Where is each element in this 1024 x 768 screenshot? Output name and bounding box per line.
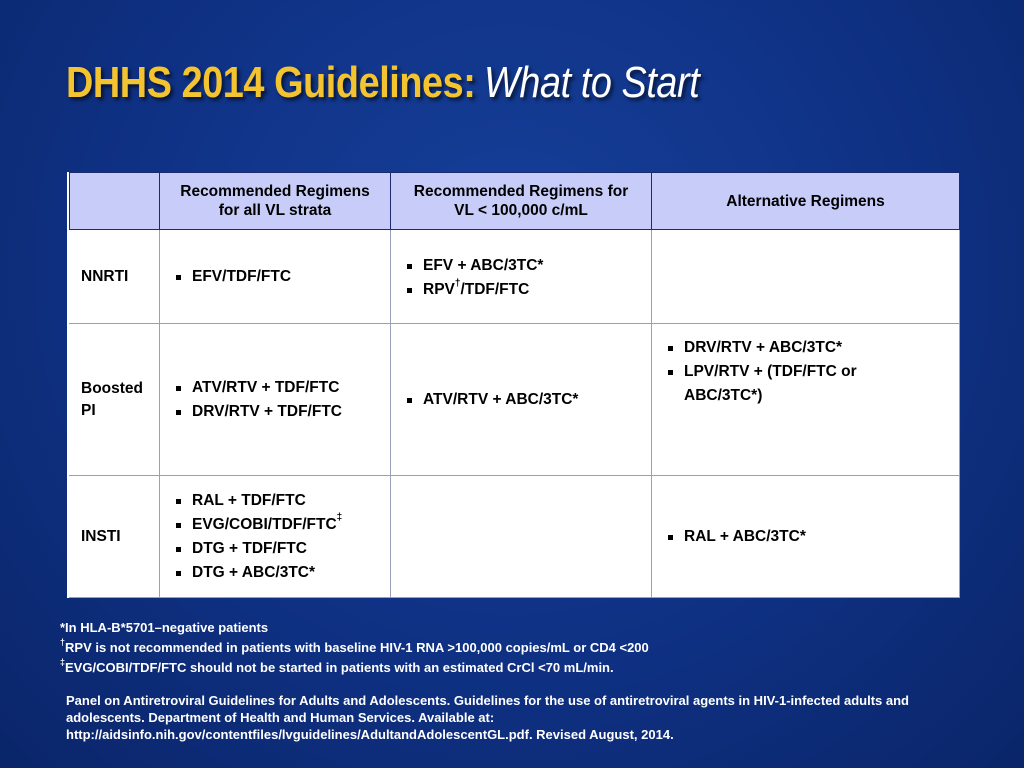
list-item: EFV + ABC/3TC* — [401, 254, 543, 278]
header-alternative: Alternative Regimens — [651, 172, 960, 230]
list-item: DRV/RTV + TDF/FTC — [170, 400, 342, 424]
title-subtitle: What to Start — [484, 58, 700, 107]
nnrti-low-vl-list — [391, 254, 549, 302]
footnote-evg: ‡EVG/COBI/TDF/FTC should not be started in patients with an estimated CrCl <70 mL/min. — [60, 656, 614, 675]
footnote-hla: *In HLA-B*5701–negative patients — [60, 620, 269, 635]
regimens-table — [67, 172, 960, 598]
pi-all-vl-cell — [160, 324, 391, 476]
citation: Panel on Antiretroviral Guidelines for Adults and Adolescents. Guidelines for the use of antiretroviral agents in HIV-1-infected adults and adolescents. Department of Health and Human Services. Available at: http://aidsinfo.nih.gov/contentfiles/lvguidelines/AdultandAdolescentGL.pdf. Revised August, 2014. — [66, 693, 909, 742]
insti-all-vl-list — [160, 489, 348, 585]
row-label-nnrti: NNRTI — [69, 230, 160, 324]
pi-alternative-list — [652, 336, 908, 408]
list-item: RAL + TDF/FTC — [170, 489, 342, 513]
nnrti-low-vl-cell — [391, 230, 652, 324]
pi-low-vl-cell — [391, 324, 652, 476]
header-all-vl: Recommended Regimens for all VL strata — [159, 172, 391, 230]
header-empty-cell — [69, 172, 160, 230]
list-item: EFV/TDF/FTC — [170, 265, 291, 289]
list-item: RAL + ABC/3TC* — [662, 525, 806, 549]
header-vl-below-100000: Recommended Regimens for VL < 100,000 c/mL — [390, 172, 652, 230]
nnrti-all-vl-cell — [160, 230, 391, 324]
list-item: DTG + ABC/3TC* — [170, 561, 342, 585]
row-label-insti: INSTI — [69, 476, 160, 598]
insti-alternative-cell — [652, 476, 960, 598]
nnrti-alternative-cell — [652, 230, 960, 324]
list-item: ATV/RTV + TDF/FTC — [170, 376, 342, 400]
list-item: DTG + TDF/FTC — [170, 537, 342, 561]
insti-low-vl-cell — [391, 476, 652, 598]
nnrti-all-vl-list — [160, 265, 297, 289]
title-main: DHHS 2014 Guidelines: — [66, 58, 476, 107]
pi-alternative-cell — [652, 324, 960, 476]
list-item: ATV/RTV + ABC/3TC* — [401, 388, 578, 412]
pi-all-vl-list — [160, 376, 348, 424]
list-item: DRV/RTV + ABC/3TC* — [662, 336, 902, 360]
row-label-boosted-pi: Boosted PI — [69, 324, 160, 476]
list-item: EVG/COBI/TDF/FTC‡ — [170, 513, 342, 537]
slide-title — [66, 58, 699, 108]
pi-low-vl-list — [391, 388, 584, 412]
list-item: LPV/RTV + (TDF/FTC or ABC/3TC*) — [662, 360, 902, 408]
footnote-rpv: †RPV is not recommended in patients with baseline HIV-1 RNA >100,000 copies/mL or CD4 <200 — [60, 636, 649, 655]
list-item: RPV†/TDF/FTC — [401, 278, 543, 302]
insti-all-vl-cell — [160, 476, 391, 598]
insti-alternative-list — [652, 525, 812, 549]
footnotes — [60, 618, 649, 678]
